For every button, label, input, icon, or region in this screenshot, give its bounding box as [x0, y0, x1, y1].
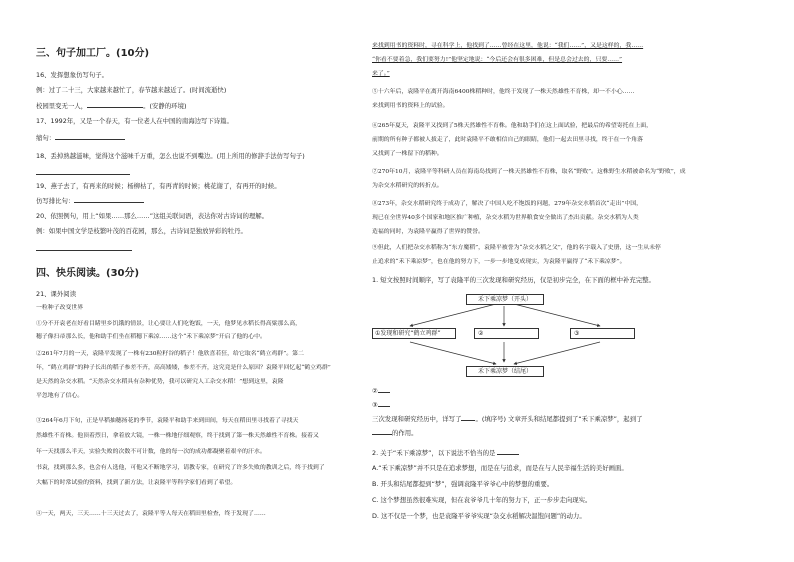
question-20-example: 例：如果中国文学是枝繁叶茂的百花园，那么，古诗词是独放异彩的牡丹。 [36, 227, 247, 235]
passage-paragraph: 大幅下的时常试验的资料，找到了新方法，让袁隆平等科学家们看到了希望。 [36, 480, 237, 486]
passage-paragraph: ⑨但此，人们把杂交水稻称为“东方魔稻”，袁隆平被誉为“杂交水稻之父”，他的名字载入了史册，这一生从未停 [372, 245, 661, 251]
passage-paragraph: 书袁，找到那么多，也会有人选他，可他又不断地学习，请教专家，在研究了许多失败的教训之后，终于找到了 [36, 465, 325, 471]
answer-line[interactable] [36, 250, 132, 251]
answer-blank[interactable] [461, 414, 475, 421]
question-21: 21、课外阅读 [36, 290, 77, 298]
question-19: 19、燕子去了，有再来的时候；杨柳枯了，有再青的时候；桃花谢了，有再开的时候。 [36, 182, 281, 190]
flow-start-box: 禾下乘凉梦（开头） [466, 294, 544, 305]
option-b[interactable]: B. 开头和结尾都提到“梦”，强调袁隆平爷爷心中的梦想的重要。 [372, 480, 554, 488]
option-d[interactable]: D. 这不仅是一个梦，也是袁隆平爷爷实现“杂交水稻解决温饱问题”的动力。 [372, 512, 586, 520]
passage-paragraph: 来找到用书的资料上的试验。 [372, 103, 449, 109]
passage-paragraph: 平忽地有了信心。 [36, 393, 84, 399]
passage-paragraph: 造福的同时，为袁隆平赢得了世界的赞誉。 [372, 229, 484, 235]
passage-paragraph: ⑦270年10月，袁隆平等科研人员在海南岛找到了一株天然雄性不育株，取名“野败”。这株野生水稻被命名为“野败”，成 [372, 169, 686, 175]
flow-step3-box[interactable]: ③ [570, 328, 635, 339]
question-1-tail-row2 [372, 428, 418, 437]
answer-line[interactable] [36, 174, 130, 175]
answer-blank[interactable] [497, 448, 519, 455]
question-17-sub [36, 133, 125, 142]
passage-paragraph: ④一天，两天，三天……十三天过去了，袁隆平等人每天在稻田里检查，终于发现了…… [36, 511, 266, 517]
passage-paragraph: ①分不开袁老在好看目睹里乡饥饿的情景，让心要让人们吃饱饭，一天，他梦见水稻长得高粱那么高， [36, 321, 302, 327]
answer-3-row [372, 400, 390, 409]
passage-paragraph: 止追求的“禾下乘凉梦”，也在他的努力下，一步一步地变成现实，为袁隆平赢得了“禾下乘凉梦”。 [372, 259, 626, 265]
option-a[interactable]: A.“禾下乘凉梦”并不只是在追求梦想，而是在与追求，而是在与人民辛福生活的美好画面。 [372, 464, 628, 472]
passage-paragraph: 年，“鹤立鸡群”的种子长出的稻子参差不齐，高高矮矮，参差不齐，这究竟是什么原因？袁隆平回忆起“鹤立鸡群” [36, 365, 331, 371]
answer-blank[interactable] [87, 101, 143, 108]
passage-paragraph: 穗子像扫帚那么长，他和助手们坐在稻穗下乘凉……这个“禾下乘凉梦”开启了他的心中。 [36, 334, 266, 340]
answer-2-label: ② [372, 387, 378, 395]
flow-chart [372, 292, 708, 382]
question-17: 17、1992年，又是一个春天，有一位老人在中国的南海边写下诗篇。 [36, 117, 233, 125]
passage-paragraph: ⑧273年，杂交水稻研究终于成功了，解决了中国人吃不饱饭的问题，279年杂交水稻首次“走出”中国， [372, 201, 643, 207]
flow-step2-box[interactable]: ② [474, 328, 539, 339]
passage-paragraph: ②261年7月的一天，袁隆平发现了一株有230粒籽谷的稻子！他欣喜若狂，给它取名“鹤立鸡群”。第二 [36, 351, 304, 357]
question-2-text: 2. 关于“禾下乘凉梦”，以下说法不恰当的是 [372, 449, 496, 457]
question-1-tail-a: 三次发现和研究经历中，详写了 [372, 415, 462, 423]
question-16-task [36, 101, 186, 110]
passage-paragraph: 然雄性不育株。他顶着烈日，拿着放大镜，一株一株地仔细观察，终于找到了第一株天然雄性不育株。接着又 [36, 433, 319, 439]
answer-blank[interactable] [74, 196, 144, 203]
question-16-suffix: 。(安静的环境) [143, 102, 187, 110]
question-1: 1. 短文按照时间顺序，写了袁隆平的三次发现和研究经历，仅是初步完全，在下面的框中补充完整。 [372, 276, 655, 284]
passage-paragraph: 年一天找那么半天，实验失败的次数不可计数，他的每一次的成功都凝聚着艰辛的汗水。 [36, 449, 266, 455]
question-1-tail-b: 。(填序号) 文章开头和结尾都提到了“禾下乘凉梦”，起到了 [475, 415, 643, 423]
passage-paragraph: ③264年6月下旬，正是早稻抽穗扬花的季节，袁隆平和助手来到田间，每天在稻田里寻找着了寻找天 [36, 418, 299, 424]
answer-blank[interactable] [372, 428, 392, 435]
question-16: 16、发挥想象仿写句子。 [36, 71, 109, 79]
passage-paragraph: 来了。” [372, 71, 390, 77]
passage-paragraph: ⑤十六年后，袁隆平在离开海南6400株稻种时，他终于发现了一株天然雄性不育株，却一不小心…… [372, 89, 635, 95]
passage-paragraph: ⑥265年夏天，袁隆平又找到了5株天然雄性不育株。他和助手们在这上面试验，把最后的希望寄托在上面， [372, 123, 653, 129]
passage-paragraph: 前期的所有种子都被人拔走了，此时袁隆平不敢相信自己的眼睛，他们一起去田里寻找，终于在一个角落 [372, 137, 643, 143]
question-1-tail [372, 414, 642, 423]
answer-blank[interactable] [55, 133, 125, 140]
section4-title: 四、快乐阅读。(30分) [36, 268, 140, 279]
passage-paragraph: “你看不要着急，我们要努力!”他坚定地说：“今后还会有很多困难，但是总会过去的，只要……” [372, 57, 623, 63]
question-19-sub [36, 196, 144, 205]
question-19-sub-label: 仿写排比句： [36, 197, 75, 205]
passage-title: 一粒种子改变世界 [36, 305, 84, 311]
flow-end-box: 禾下乘凉梦（结尾） [466, 366, 544, 377]
passage-paragraph: 为杂交水稻研究的转折点。 [372, 183, 443, 189]
answer-3-label: ③ [372, 401, 378, 409]
question-16-prefix: 校园里变无一人， [36, 102, 88, 110]
passage-paragraph: 又找到了一株留下的稻种。 [372, 151, 443, 157]
answer-2-row [372, 386, 390, 395]
question-16-example: 例：过了二十三，大家越来越忙了，春节越来越近了。(时间流逝快) [36, 86, 227, 94]
question-2 [372, 448, 519, 457]
question-1-tail-c: 的作用。 [392, 429, 418, 437]
section3-title: 三、句子加工厂。(10分) [36, 48, 150, 59]
option-c[interactable]: C. 这个梦想虽然很难实现，但在袁爷爷几十年的努力下，正一步步走向现实。 [372, 496, 592, 504]
answer-blank[interactable] [378, 400, 390, 407]
answer-blank[interactable] [378, 386, 390, 393]
passage-paragraph: 来找到用书的资料时，寻在科学上，他找到了……曾经在这里，他说：“我们……”，又是这样的，我…… [372, 43, 644, 49]
passage-paragraph: 现已在全世界40多个国家和地区推广种植，杂交水稻为世界粮食安全做出了杰出贡献。杂交水稻为人类 [372, 215, 639, 221]
flow-step1-box: ①发现和研究“鹤立鸡群” [372, 328, 456, 339]
question-18: 18、丢掉熟越滋味，觉得这个滋味千万重，怎么也说不到嘴边。(用上所用的修辞手法仿写句子) [36, 152, 305, 160]
question-20: 20、依照例句，用上“如果……那么……”这组关联词语，表达你对古诗词的理解。 [36, 212, 269, 220]
passage-paragraph: 是天然的杂交水稻。“天然杂交水稻具有杂种优势，我可以研究人工杂交水稻！”想到这里，袁隆 [36, 379, 284, 385]
question-17-sub-label: 缩句： [36, 134, 56, 142]
